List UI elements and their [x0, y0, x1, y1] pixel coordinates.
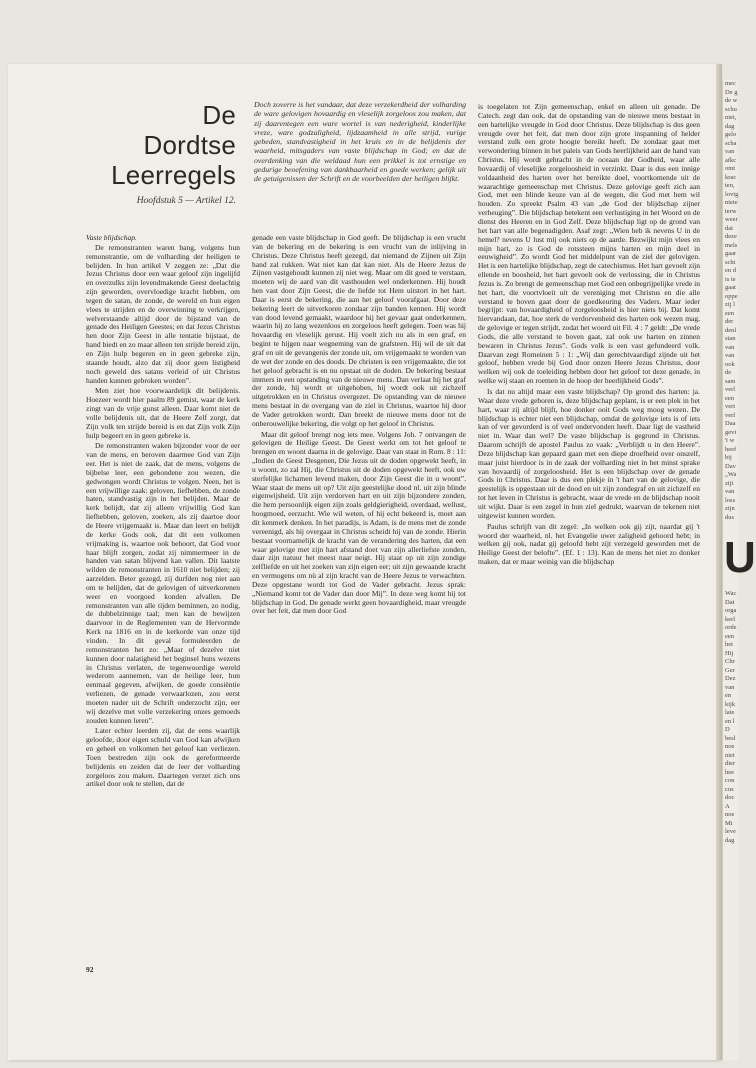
- next-page-line: dag: [725, 836, 735, 844]
- next-page-line: en d: [725, 267, 737, 274]
- next-page-line: dus: [725, 513, 735, 521]
- paragraph: is toegelaten tot Zijn gemeenschap, enkel en alleen uit genade. De Catech. zegt dan ook, dat de opstanding van de nieuwe mens bestaat in een hartelijke vreugde in God door Christus. Deze blijdschap is dus geen vreugde over het feit, dat men door zijn grote inspanning of helder verstand zulk een grote hoogte bereikt heeft. De zondaar gaat met verwondering binnen in het paleis van Gods heerlijkheid aan de hand van Christus. Hij wordt gebracht in de oceaan der Godheid, waar alle hovaardij of vleselijke zorgeloosheid in verzinkt. Daar is dus een innige voldaanheid des harten over het bereikte doel, voortkomende uit de waarachtige gemeenschap met Christus. Deze gelovige geeft zich aan God, met een blinde keuze van al de wegen, die God met hem wil houden. Zo spreekt Psalm 43 van „de God der blijdschap zijner verheuging”. Die blijdschap betekent een verlustiging in het Woord en de dienst des Heeren en in God Zelf. Deze blijdschap ligt op de grond van het hart van alle begenadigden. Asaf zegt: „Wien heb ik nevens U in de hemel? nevens U lust mij ook niets op de aarde. Bezwijkt mijn vlees en mijn hart, zo is God de rotssteen mijns harten en mijn deel in eeuwigheid”. Zo wordt God het middelpunt van de ziel der gelovigen. Het is een hartelijke blijdschap, zegt de catechismus. Het hart gevoelt zijn ellende en boosheid, het hart gevoelt ook de verlossing, die in Christus Jezus is. Zo brengt de gemeenschap met God een onbegrijpelijke vrede in het hart, die voortvloeit uit de vereniging met Christus en die alle verstand te boven gaat door de goedkeuring des Vaders. Maar ieder begrijpt: van hovaardigheid of zorgeloosheid is hier niets bij. Dat komt hiervandaan, dat, hoe sterk de verdorvenheid des harten ook wezen mag, de gelovige er tegen strijdt, zodat het woord uit Fil. 4 : 7 geldt: „De vrede Gods, die alle verstand te boven gaat, zal ook uw harten en zinnen bewaren in Christus Jezus”. Gods volk is een vast gefundeerd volk. Daarvan zegt Romeinen 5 : 1: „Wij dan gerechtvaardigd zijnde uit het geloof, hebben vrede bij God door onzen Heere Jezus Christus, door welken wij ook de toeleiding hebben door het geloof tot deze genade, in welke wij staan en roemen in de hoop der heerlijkheid Gods”.: [478, 102, 700, 386]
- next-page-line: late: [725, 709, 735, 716]
- next-page-line: ook: [725, 360, 735, 368]
- next-page-line: en: [725, 692, 732, 699]
- paragraph: De remonstranten waren bang, volgens hun remonstrantie, om de volharding der heiligen te belijden. In hun artikel V zeggen ze: „Dat die Jezus Christus door een waar geloof zijn ingelijfd en overzulks zijn levendmakende Geest deelachtig zijn geworden, overvloedige kracht hebben, om tegen de satan, de zonde, de wereld en hun eigen vlees te strijden en de overwinning te verkrijgen, welverstaande altijd door de bijstand van de genade des Heiligen Geestes; en dat Jezus Christus hen door Zijn Geest in alle tentatie bijstaat, de hand biedt en zo maar alleen ten strijde bereid zijn, en Zijn hulp begeren en in geen gebreke zijn, staande houdt, alzo dat zij door geen listigheid noch geweld des satans verleid of uit Christus handen kunnen gebroken worden”.: [86, 242, 240, 385]
- next-page-line: van: [725, 343, 735, 351]
- next-page-line: leve: [725, 828, 736, 835]
- paragraph: Men ziet hoe voorwaardelijk dit belijdenis. Hoezeer wordt hier paalm 89 gemist, waar de kerk zingt van de vrije gunst alleen. Daar komt niet de volle belijdenis uit, dat de Heere Zelf zorgt, dat Zijn volk ten strijde bereid is en dat Zijn volk Zijn hulp begeert en in geen gebreke is.: [86, 386, 240, 440]
- paragraph: genade een vaste blijdschap in God geeft. De blijdschap is een vrucht van de bekering en de bekering is een vrucht van de inlijving in Christus. Deze Christus heeft gezegd, dat niemand de Zijnen uit Zijn hand zal rukken. Wat niet kan dat kan niet. Als de Heere Jezus de Zijnen vastgehoudt kunnen zij niet weg. Maar om dit goed te verstaan, moeten wij de aard van dit vasthouden wel onderkennen. Hij houdt hen vast door Zijn Geest, die de liefde tot Hem uitstort in het hart. Daar is eerst de bekering, die aan het geloof voorafgaat. Door deze bekering leert de uitverkoren zondaar zijn banden kennen. Hij wordt van dood levend gemaakt, waardoor hij het gevaar gaat onderkennen, waarin hij zo lang wezenloos en zorgeloos heeft gelegen. Toen was hij hovaardig en vleselijk gerust. Hij voelt zich nu als in een graf, en begint te hijgen naar wegneming van de grafsteen. Hij wil de uit dat graf en uit de gevangenis der zonde uit, om vrijgemaakt te worden van de wet der zonde en des doods. De christen is een vrijgemaakte, die tot het geloof gebracht is en nu opstaat uit de doden. De bekering bestaat immers in een opstanding van de nieuwe mens. Dan verlaat hij het graf der zonde, hij wordt er uitgehoben, hij wordt ook uit zichzelf uitgetrokken en in Christus overgezet. De opstanding van de nieuwe mens bestaat in de overgang van de ziel in Christus, waartoe hij door de Vader getrokken wordt. Dan breekt de nieuwe mens door tot de onberouwelijke bekering, die volgt op het geloof in Christus.: [252, 233, 466, 428]
- text-column-1: [86, 234, 240, 791]
- next-page-line: dat: [725, 224, 733, 232]
- next-page-line: noe: [725, 743, 735, 750]
- next-page-line: 't w: [725, 437, 735, 444]
- title-line-1: De: [202, 100, 236, 130]
- next-page-line: „Wa: [725, 471, 737, 478]
- next-page-line: weer: [725, 216, 738, 223]
- next-page-line: gaar: [725, 250, 737, 257]
- page-number: 92: [86, 965, 94, 974]
- paragraph: Is dat nu altijd maar een vaste blijdschap? Op grond des harten: ja. Waar deze vrede geboren is, deze blijdschap geplant, is er een plek in het hart, waar zij altijd blijft, hoe donker ooit Gods weg moog wezen. De blijdschap is echter niet een blijdschap, omdat de gelovige iets is of iets kan of ver gevorderd is of veel ondervonden heeft. Daar ligt de vastheid niet in. Waar dan wel? De vaste blijdschap is gegrond in Christus. Daarom schrijft de apostel Paulus zo vaak: „Verblijdt u in den Heere”. Deze blijdschap kan gepaard gaan met een diepe droefheid over onszelf, maar juist hierdoor is in de zaak der volharding niet in het minst sprake van hovaardij of zorgeloosheid. Het is een blijdschap over de genade Gods in Christus. Daar is dus een plekje in 't hart van de gelovige, die geestelijk is opgestaan uit de dood en uit zijn zondegraf en uit zichzelf en tot het leven in Christus is gebracht, waar de vrede en de blijdschap nooit uit wijkt. Daar is een zegel in hun ziel gedrukt, waarvan de tekenen niet uitgewist kunnen worden.: [478, 387, 700, 520]
- next-page-text-bottom: [723, 590, 738, 845]
- article-subtitle: Hoofdstuk 5 — Artikel 12.: [136, 196, 236, 206]
- next-page-line: orga: [725, 607, 737, 614]
- next-page-line: besl: [725, 734, 736, 742]
- next-page-line: niete: [725, 199, 738, 206]
- next-page-line: krac: [725, 173, 737, 181]
- article-intro-quote: Doch zoverre is het vandaar, dat deze verzekerdheid der volharding de ware gelovigen hovaardig en vleselijk zorgeloos zou maken, dat zij daarentegen een ware wortel is van nederigheid, kinderlijke vreze, ware godzaligheid, lijdzaamheid in alle strijd, vurige gebeden, standvastigheid in het kruis en in de belijdenis der waarheid, mitsgaders van vaste blijdschap in God; en dat de overdenking van die weldaad hun een prikkel is tot ernstige en gedurige beoefening van dankbaarheid en goede werken; gelijk uit de getuigenissen der Schrift en de voorbeelden der heiligen blijkt.: [254, 100, 466, 184]
- next-page-line: Dat: [725, 598, 735, 606]
- next-page-line: D: [725, 726, 730, 733]
- next-page-line: kijk: [725, 700, 736, 708]
- next-page-text-top: [723, 80, 738, 522]
- next-page-edge: [722, 80, 756, 1060]
- next-page-line: hee: [725, 768, 735, 776]
- next-page-line: verl: [725, 386, 736, 393]
- next-page-line: dag: [725, 122, 735, 130]
- next-page-line: omt: [725, 165, 736, 172]
- next-page-line: niet: [725, 751, 735, 759]
- next-page-line: vert: [725, 403, 736, 410]
- next-page-line: zijn: [725, 505, 735, 512]
- next-page-line: lovig: [725, 190, 739, 198]
- next-page-line: heef: [725, 445, 737, 453]
- title-line-2: Dordtse: [143, 130, 236, 160]
- next-page-line: ten,: [725, 182, 735, 189]
- next-page-line: schu: [725, 105, 737, 113]
- next-page-line: noe: [725, 811, 735, 818]
- next-page-line: en l: [725, 717, 735, 725]
- next-page-line: deze: [725, 233, 737, 240]
- next-page-line: afkc: [725, 156, 737, 164]
- next-page-line: dier: [725, 760, 736, 767]
- next-page-line: een: [725, 309, 735, 317]
- next-page-line: De g: [725, 88, 738, 96]
- next-page-line: scha: [725, 139, 737, 147]
- next-page-line: gevi: [725, 428, 737, 436]
- next-page-line: orde: [725, 624, 737, 631]
- next-page-line: mec: [725, 80, 736, 87]
- next-page-line: zij l: [725, 301, 735, 308]
- next-page-line: Dav: [725, 462, 736, 470]
- next-page-line: stan: [725, 335, 736, 342]
- next-page-line: niet,: [725, 114, 737, 121]
- next-page-line: gelo: [725, 131, 737, 138]
- next-page-line: A: [725, 802, 730, 810]
- next-page-line: is te: [725, 275, 736, 283]
- paragraph: Paulus schrijft van dit zegel: „In welken ook gij zijt, naardat gij 't woord der waarheid, nl. het Evangelie uwer zaligheid gehoord hebt; in welken gij ook, nadat gij geloofd hebt zijt verzegeld geworden met de Heilige Geest der belofte”. (Ef. 1 : 13). Kan de mens het niet zo donker maken, dat er maar weinig van die blijdschap: [478, 521, 700, 567]
- next-page-line: Mi: [725, 819, 733, 827]
- next-page-line: van: [725, 683, 735, 691]
- title-line-3: Leerregels: [111, 160, 236, 190]
- next-page-line: oppe: [725, 292, 738, 300]
- next-page-line: Hij: [725, 649, 734, 657]
- next-page-line: de: [725, 369, 732, 376]
- next-page-line: mels: [725, 241, 738, 249]
- paragraph: Later echter leerden zij, dat de eens waarlijk geloofde, door eigen schuld van God kan afwijken en geheel en volkomen het geloof kan verliezen. Toen bestreden zijn ook de gereformeerde belijdenis en zeiden dat de leer der volharding zorgeloos zou maken. Daartegen verzet zich ons artikel door ook te stellen, dat de: [86, 726, 240, 789]
- article-title: [96, 100, 236, 190]
- next-page-line: cus: [725, 785, 734, 793]
- next-page-line: een: [725, 394, 735, 402]
- paragraph: Maar dit geloof brengt nog iets mee. Volgens Joh. 7 ontvangen de gelovigen de Heilige Geest. De Geest werkt om tot het geloof te brengen en woont daarna in de gelovige. Daar van staat in Rom. 8 : 11: „Indien de Geest Desgenen, Die Jezus uit de doden opgewekt heeft, in u woont, zo zal Hij, die Christus uit de doden opgewekt heeft, ook uw sterfelijke lichamen levend maken, door Zijn Geest die in u woont”. Waar staat de mens uit op? Uit zijn geestelijke dood nl. uit zijn blinde eigenwijsheid. Uit zijn verdorven hart en uit zijn bijzondere zonden, die hem persoonlijk eigen zijn zoals geldgierigheid, overdaad, wellust, hoogmoed, eerzucht. Wie wil weten, of hij echt bekeerd is, moet aan dit kenmerk denken. In het paradijs, is Adam, is de mens met de zonde vereenigd, als hij overgaat in Christus scheidt hij van de zonde. Hierin bestaat voornamelijk de kracht van de verandering des harten, dat een waar gelovige met zijn hart afstand doet van zijn allerliefste zonden, daar zijn natuur het meest naar neigt. Hij staat op uit zijn zondige zelfliefde en uit het zoeken van zijn eigen eer; uit zijn gewaande kracht en vermogens om nù al zijn kracht van de Heere Jezus te verwachten. Deze opgestane wordt tot God de Vader gebracht. Jezus sprak: „Niemand komt tot de Vader dan door Mij”. In deze weg komt hij tot blijdschap in God. De genade werkt geen hovaardigheid, maar vreugde over het feit, dat men door God: [252, 429, 466, 616]
- paragraph: De remonstranten waken bijzonder voor de eer van de mens, en beroven daarmee God van Zijn eer. Het is niet de zaak, dat de mens, volgens de bijbelse leer, een gebondene zou wezen, die gedwongen wordt Christus te volgen. Neen, het is een vrijwillige zaak: geloven, liefhebben, de zonde haten, standvastig zijn in het belijden. Maar de kerk belijdt, dat zij alleen vrijwillig God kan liefhebben, geloven, zoeken, als zij daartoe door de Heere vrijgemaakt is. Maar dan leert en belijdt de kerke Gods ook, dat dit een volkomen vrijmaking is, waartoe ook behoort, dat God voor haar blijft zorgen, zodat zij nimmermeer in de handen van satan blijvend kan vallen. Dit laatste wilden de remonstranten in 1610 niet belijden; zij aarzelden. Beter gezegd, zij durfden nog niet aan om te belijden, dat de gelovigen of uitverkorenen weer en voorgoed konden afvallen. De remonstranten van alle tijden beminnen, zo nodig, de dubbelzinnige taal; men kan de bewijzen daarvoor in de Reglementen van de Hervormde Kerk na 1816 en in de kerkorde van onze tijd vinden. In dit geval formuleerden de remonstranten het zo: „Maar of dezelve niet kunnen door nalatigheid het beginsel huns wezens in Christus verlaten, de tegenwoordige wereld wederom aannemen, van de heilige leer, hun eenmaal gegeven, afwijken, de goede consiëntie verliezen, de genade verwaarlozen, zou eerst moeten nader uit de Schrift onderzocht zijn, eer wij dezelve met volle verzekering onzes gemoeds zouden kunnen leren”.: [86, 441, 240, 725]
- next-page-line: een: [725, 632, 735, 640]
- next-page-line: gaat: [725, 284, 736, 291]
- next-page-line: denl: [725, 326, 737, 334]
- next-page-line: terw: [725, 207, 737, 215]
- next-page-line: con: [725, 777, 735, 784]
- next-page-line: Ger: [725, 666, 735, 674]
- next-page-line: van: [725, 352, 735, 359]
- next-page-line: de w: [725, 97, 738, 104]
- next-page-line: bij: [725, 454, 732, 461]
- next-page-line: doc: [725, 794, 735, 801]
- text-column-3: [478, 103, 700, 569]
- next-page-line: zijt: [725, 479, 734, 487]
- next-page-line: der: [725, 318, 734, 325]
- next-page-line: Chr: [725, 658, 735, 665]
- next-page-line: Dez: [725, 675, 736, 682]
- next-page-line: van: [725, 148, 735, 155]
- next-page-line: schi: [725, 258, 736, 266]
- section-heading: Vaste blijdschap.: [86, 233, 137, 242]
- next-page-initial: U: [724, 533, 756, 582]
- next-page-line: loss: [725, 496, 736, 504]
- next-page-line: van: [725, 488, 735, 495]
- text-column-2: [252, 234, 466, 618]
- next-page-line: het: [725, 641, 733, 648]
- next-page-line: kerl: [725, 615, 736, 623]
- next-page-line: sam: [725, 377, 736, 385]
- next-page-line: Wac: [725, 590, 737, 597]
- next-page-line: Daa: [725, 420, 736, 427]
- next-page-line: verl: [725, 411, 736, 419]
